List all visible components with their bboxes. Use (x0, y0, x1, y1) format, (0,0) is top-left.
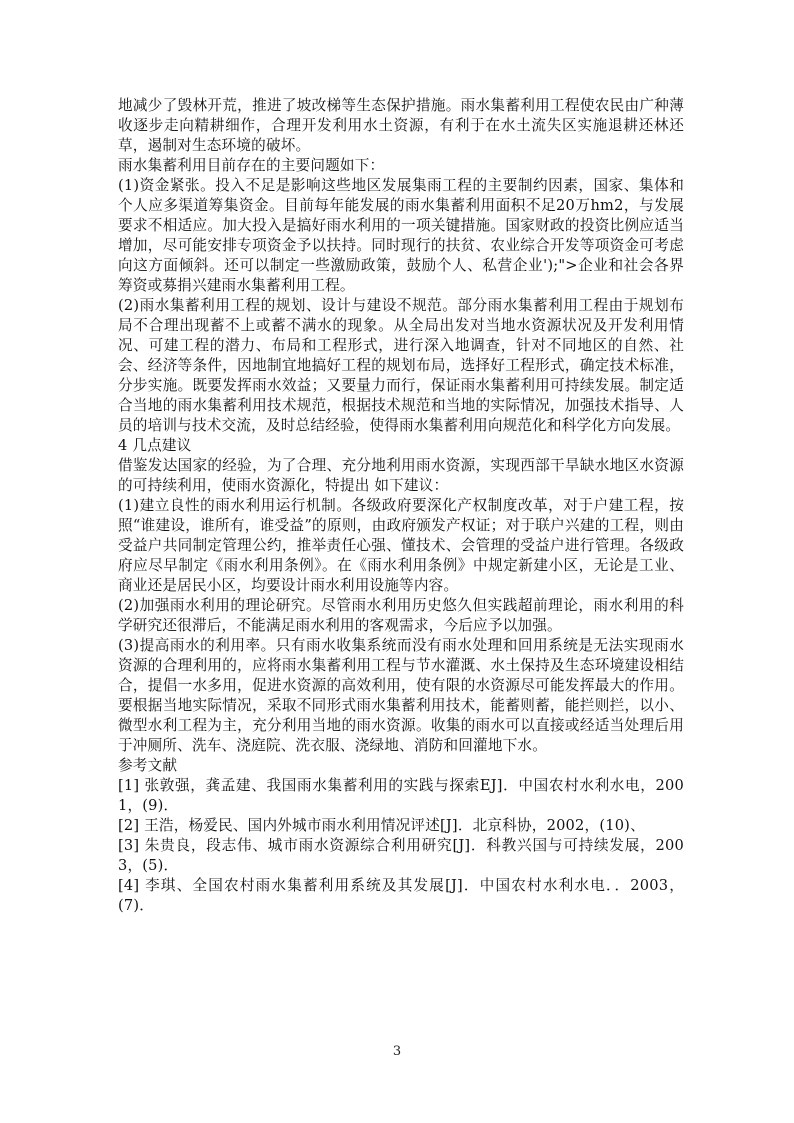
reference-item: [1] 张敦强，龚孟建、我国雨水集蓄利用的实践与探索EJ]．中国农村水利水电，2001，(9)． (118, 777, 684, 814)
paragraph-planning: (2)雨水集蓄利用工程的规划、设计与建设不规范。部分雨水集蓄利用工程由于规划布局不合理出现蓄不上或蓄不满水的现象。从全局出发对当地水资源状况及开发利用情况、可建工程的潜力、布局和工程形式，进行深入地调查，针对不同地区的自然、社会、经济等条件，因地制宜地搞好工程的规划布局，选择好工程形式，确定技术标准，分步实施。既要发挥雨水效益；又要量力而行，保证雨水集蓄利用可持续发展。制定适合当地的雨水集蓄利用技术规范，根据技术规范和当地的实际情况，加强技术指导、人员的培训与技术交流，及时总结经验，使得雨水集蓄利用向规范化和科学化方向发展。 (118, 297, 684, 434)
section-heading-suggestions: 4 几点建议 (118, 437, 192, 454)
reference-item: [2] 王浩，杨爱民、国内外城市雨水利用情况评述[J]．北京科协，2002，(10)、 (118, 817, 645, 834)
reference-item: [3] 朱贵良，段志伟、城市雨水资源综合利用研究[J]．科教兴国与可持续发展，2003，(5)． (118, 837, 684, 874)
paragraph-mechanism: (1)建立良性的雨水利用运行机制。各级政府要深化产权制度改革，对于户建工程，按照“谁建设，谁所有，谁受益”的原则，由政府颁发产权证；对于联户兴建的工程，则由受益户共同制定管理公约，推举责任心强、懂技术、会管理的受益户进行管理。各级政府应尽早制定《雨水利用条例》。在《雨水利用条例》中规定新建小区，无论是工业、商业还是居民小区，均要设计雨水利用设施等内容。 (118, 497, 684, 594)
paragraph-research: (2)加强雨水利用的理论研究。尽管雨水利用历史悠久但实践超前理论，雨水利用的科学研究还很滞后，不能满足雨水利用的客观需求，今后应予以加强。 (118, 597, 684, 634)
paragraph-funding: (1)资金紧张。投入不足是影响这些地区发展集雨工程的主要制约因素，国家、集体和个人应多渠道筹集资金。目前每年能发展的雨水集蓄利用面积不足20万hm2，与发展要求不相适应。加大投入是搞好雨水利用的一项关键措施。国家财政的投资比例应适当增加，尽可能安排专项资金予以扶持。同时现行的扶贫、农业综合开发等项资金可考虑向这方面倾斜。还可以制定一些激励政策，鼓励个人、私营企业');">企业和社会各界筹资或募捐兴建雨水集蓄利用工程。 (118, 177, 684, 294)
reference-item: [4] 李琪、全国农村雨水集蓄利用系统及其发展[J]．中国农村水利水电．．2003，(7)． (118, 877, 684, 914)
references-heading: 参考文献 (118, 757, 178, 774)
paragraph-suggestions-intro: 借鉴发达国家的经验，为了合理、充分地利用雨水资源，实现西部干旱缺水地区水资源的可持续利用，使雨水资源化，特提出 如下建议： (118, 457, 684, 494)
paragraph-problems-intro: 雨水集蓄利用目前存在的主要问题如下： (118, 157, 385, 174)
paragraph-ecology: 地减少了毁林开荒，推进了坡改梯等生态保护措施。雨水集蓄利用工程使农民由广种薄收逐步走向精耕细作，合理开发利用水土资源，有利于在水土流失区实施退耕还林还草，遏制对生态环境的破坏。 (118, 97, 684, 154)
paragraph-utilization: (3)提高雨水的利用率。只有雨水收集系统而没有雨水处理和回用系统是无法实现雨水资源的合理利用的，应将雨水集蓄利用工程与节水灌溉、水土保持及生态环境建设相结合，提倡一水多用，促进水资源的高效利用，使有限的水资源尽可能发挥最大的作用。要根据当地实际情况，采取不同形式雨水集蓄利用技术，能蓄则蓄，能拦则拦，以小、微型水利工程为主，充分利用当地的雨水资源。收集的雨水可以直接或经适当处理后用于冲厕所、洗车、浇庭院、洗衣服、浇绿地、消防和回灌地下水。 (118, 637, 684, 754)
page-number: 3 (392, 1044, 402, 1059)
body-text (118, 96, 684, 916)
